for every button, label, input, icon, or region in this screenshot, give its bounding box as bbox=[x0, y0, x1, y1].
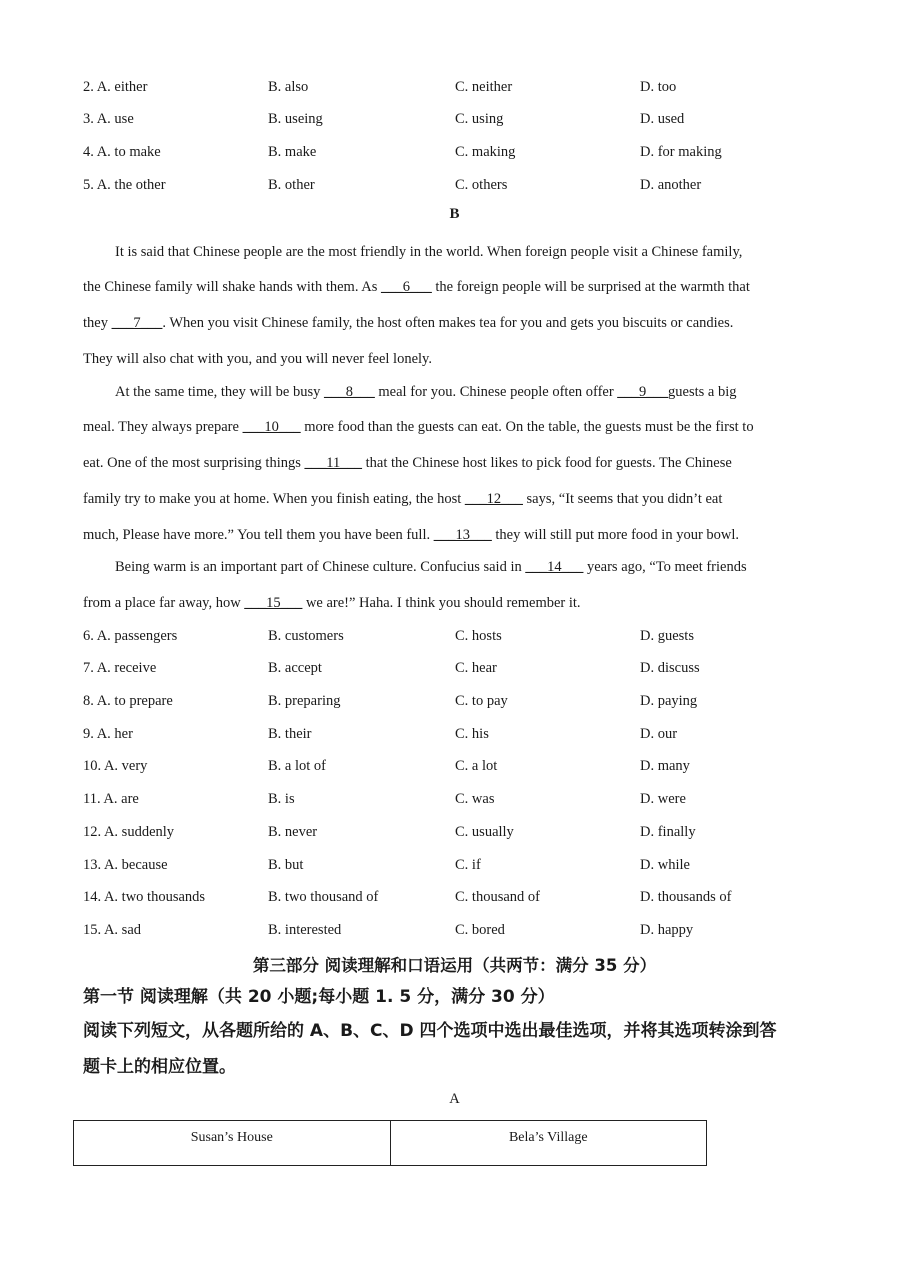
option-a: 6. A. passengers bbox=[83, 628, 178, 644]
option-c: C. hear bbox=[455, 660, 497, 676]
passage-text: much, Please have more.” You tell them you have been full. bbox=[83, 527, 434, 543]
passage-text: they bbox=[83, 315, 112, 331]
table-header-cell: Susan’s House bbox=[74, 1121, 391, 1166]
passage-a-label: A bbox=[449, 1091, 460, 1107]
passage-text: years ago, “To meet friends bbox=[583, 559, 747, 575]
passage-text: Being warm is an important part of Chinese culture. Confucius said in bbox=[115, 559, 526, 575]
option-d: D. guests bbox=[640, 628, 694, 644]
section-b-title: B bbox=[449, 206, 460, 222]
passage-text: the Chinese family will shake hands with them. As bbox=[83, 279, 382, 295]
option-a: 2. A. either bbox=[83, 79, 148, 95]
passage-text: family try to make you at home. When you finish eating, the host bbox=[83, 491, 465, 507]
passage-text: eat. One of the most surprising things bbox=[83, 455, 305, 471]
option-d: D. finally bbox=[640, 824, 696, 840]
option-b: B. is bbox=[268, 791, 295, 807]
option-c: C. thousand of bbox=[455, 889, 540, 905]
option-a: 12. A. suddenly bbox=[83, 824, 175, 840]
option-b: B. their bbox=[268, 726, 312, 742]
option-d: D. another bbox=[640, 177, 702, 193]
instructions-line: 阅读下列短文，从各题所给的 A、B、C、D 四个选项中选出最佳选项，并将其选项转涂到答 bbox=[83, 1021, 777, 1041]
option-a: 4. A. to make bbox=[83, 144, 161, 160]
option-row-12 bbox=[83, 821, 843, 843]
option-c: C. was bbox=[455, 791, 495, 807]
option-a: 8. A. to prepare bbox=[83, 693, 173, 709]
passage-line bbox=[115, 556, 828, 578]
option-d: D. many bbox=[640, 758, 690, 774]
option-d: D. while bbox=[640, 857, 690, 873]
blank-11: ___11___ bbox=[304, 455, 362, 471]
option-row-2 bbox=[83, 76, 843, 98]
part3-heading: 第三部分 阅读理解和口语运用（共两节：满分 35 分） bbox=[252, 956, 657, 975]
passage-line bbox=[83, 276, 828, 298]
option-row-14 bbox=[83, 886, 843, 908]
blank-8: ___8___ bbox=[324, 384, 375, 400]
blank-10: ___10___ bbox=[242, 419, 301, 435]
option-a: 14. A. two thousands bbox=[83, 889, 206, 905]
option-row-5 bbox=[83, 174, 843, 196]
option-d: D. too bbox=[640, 79, 677, 95]
passage-text: At the same time, they will be busy bbox=[115, 384, 325, 400]
blank-9: ___9___ bbox=[617, 384, 669, 400]
passage-text: They will also chat with you, and you will never feel lonely. bbox=[83, 351, 432, 367]
option-row-15 bbox=[83, 919, 843, 941]
passage-line bbox=[83, 452, 828, 474]
option-b: B. preparing bbox=[268, 693, 341, 709]
option-b: B. customers bbox=[268, 628, 344, 644]
option-c: C. usually bbox=[455, 824, 514, 840]
option-d: D. paying bbox=[640, 693, 698, 709]
passage-text: It is said that Chinese people are the most friendly in the world. When foreign people visit a Chinese family, bbox=[115, 244, 743, 260]
option-d: D. our bbox=[640, 726, 678, 742]
passage-line bbox=[83, 348, 828, 370]
option-row-6 bbox=[83, 625, 843, 647]
passage-line bbox=[115, 381, 828, 403]
table-header-cell: Bela’s Village bbox=[390, 1121, 707, 1166]
option-row-13 bbox=[83, 854, 843, 876]
option-row-7 bbox=[83, 657, 843, 679]
passage-text: that the Chinese host likes to pick food for guests. The Chinese bbox=[361, 455, 732, 471]
option-b: B. never bbox=[268, 824, 318, 840]
option-a: 10. A. very bbox=[83, 758, 148, 774]
passage-text: meal for you. Chinese people often offer bbox=[374, 384, 618, 400]
blank-14: ___14___ bbox=[525, 559, 584, 575]
passage-text: . When you visit Chinese family, the host often makes tea for you and gets you biscuits or candies. bbox=[162, 315, 734, 331]
option-a: 5. A. the other bbox=[83, 177, 166, 193]
section1-heading: 第一节 阅读理解（共 20 小题;每小题 1. 5 分，满分 30 分） bbox=[83, 987, 555, 1007]
instructions-line: 题卡上的相应位置。 bbox=[83, 1057, 236, 1077]
passage-text: guests a big bbox=[668, 384, 737, 400]
option-c: C. hosts bbox=[455, 628, 502, 644]
option-a: 3. A. use bbox=[83, 111, 134, 127]
option-row-10 bbox=[83, 755, 843, 777]
blank-6: ___6___ bbox=[381, 279, 432, 295]
option-c: C. bored bbox=[455, 922, 505, 938]
option-c: C. using bbox=[455, 111, 504, 127]
passage-text: they will still put more food in your bowl. bbox=[491, 527, 740, 543]
passage-text: more food than the guests can eat. On the table, the guests must be the first to bbox=[300, 419, 754, 435]
option-b: B. useing bbox=[268, 111, 323, 127]
passage-text: says, “It seems that you didn’t eat bbox=[522, 491, 723, 507]
passage-text: meal. They always prepare bbox=[83, 419, 243, 435]
option-row-11 bbox=[83, 788, 843, 810]
option-b: B. other bbox=[268, 177, 315, 193]
option-row-8 bbox=[83, 690, 843, 712]
passage-line bbox=[83, 312, 828, 334]
blank-7: ___7___ bbox=[111, 315, 163, 331]
passage-text: the foreign people will be surprised at the warmth that bbox=[431, 279, 750, 295]
option-a: 9. A. her bbox=[83, 726, 133, 742]
option-b: B. but bbox=[268, 857, 304, 873]
option-c: C. neither bbox=[455, 79, 513, 95]
option-c: C. others bbox=[455, 177, 508, 193]
option-c: C. to pay bbox=[455, 693, 508, 709]
option-c: C. a lot bbox=[455, 758, 498, 774]
blank-15: ___15___ bbox=[244, 595, 303, 611]
option-a: 13. A. because bbox=[83, 857, 168, 873]
option-d: D. happy bbox=[640, 922, 694, 938]
passage-text: we are!” Haha. I think you should remember it. bbox=[302, 595, 581, 611]
option-b: B. a lot of bbox=[268, 758, 326, 774]
passage-line bbox=[83, 488, 828, 510]
passage-line bbox=[83, 416, 828, 438]
passage-line bbox=[115, 241, 828, 263]
option-d: D. used bbox=[640, 111, 685, 127]
option-b: B. interested bbox=[268, 922, 342, 938]
option-d: D. were bbox=[640, 791, 686, 807]
option-d: D. discuss bbox=[640, 660, 700, 676]
option-row-3 bbox=[83, 108, 843, 130]
table-row bbox=[74, 1121, 707, 1166]
option-d: D. for making bbox=[640, 144, 722, 160]
option-row-9 bbox=[83, 723, 843, 745]
option-b: B. two thousand of bbox=[268, 889, 379, 905]
option-b: B. accept bbox=[268, 660, 322, 676]
comparison-table bbox=[73, 1120, 707, 1166]
option-d: D. thousands of bbox=[640, 889, 732, 905]
blank-12: ___12___ bbox=[464, 491, 523, 507]
option-row-4 bbox=[83, 141, 843, 163]
option-a: 7. A. receive bbox=[83, 660, 157, 676]
option-c: C. his bbox=[455, 726, 489, 742]
option-b: B. make bbox=[268, 144, 317, 160]
option-a: 11. A. are bbox=[83, 791, 139, 807]
passage-text: from a place far away, how bbox=[83, 595, 245, 611]
option-c: C. making bbox=[455, 144, 516, 160]
passage-line bbox=[83, 592, 828, 614]
option-c: C. if bbox=[455, 857, 481, 873]
option-b: B. also bbox=[268, 79, 309, 95]
passage-line bbox=[83, 524, 828, 546]
option-a: 15. A. sad bbox=[83, 922, 141, 938]
blank-13: ___13___ bbox=[433, 527, 492, 543]
